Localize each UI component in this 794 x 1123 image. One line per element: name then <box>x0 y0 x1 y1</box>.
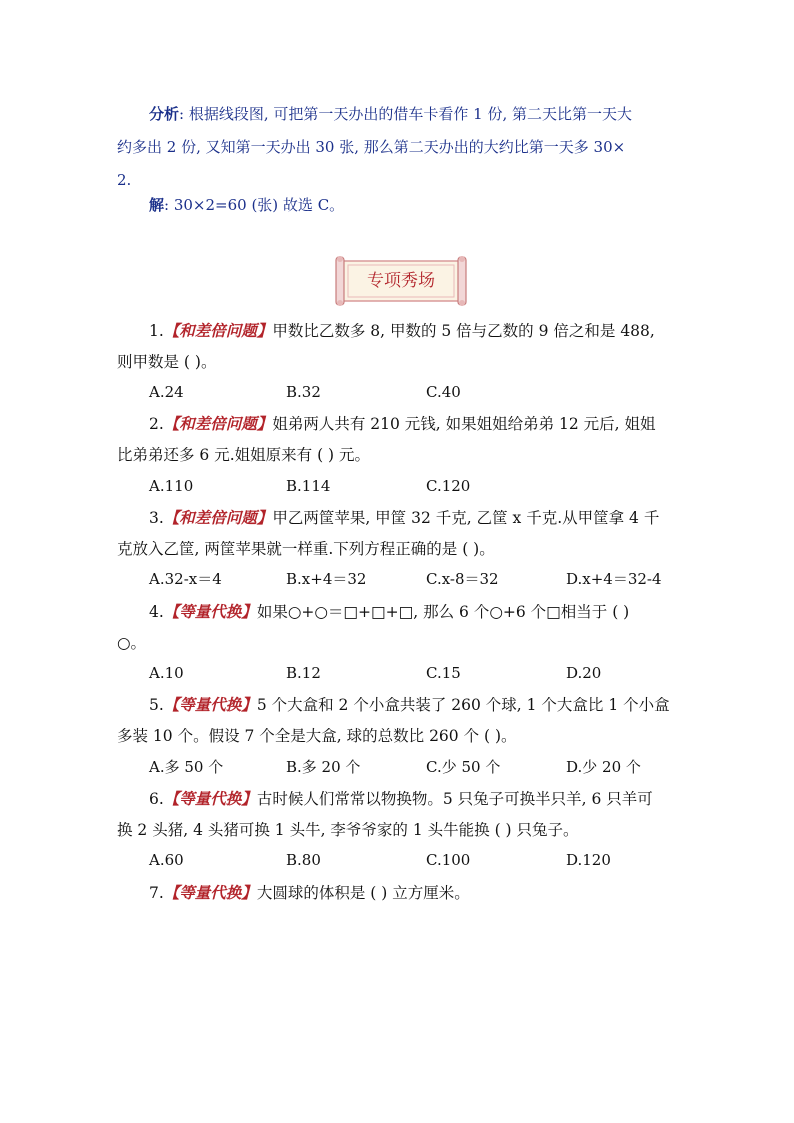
option[interactable]: C.少 50 个 <box>426 758 501 776</box>
option[interactable]: B.x+4＝32 <box>286 570 367 588</box>
option[interactable]: B.多 20 个 <box>286 758 361 776</box>
analysis-line-1: 分析: 根据线段图, 可把第一天办出的借车卡看作 1 份, 第二天比第一天大 <box>149 105 632 123</box>
option[interactable]: D.x+4＝32-4 <box>566 570 662 588</box>
option[interactable]: B.32 <box>286 383 321 401</box>
question-tag: 【等量代换】 <box>163 883 257 902</box>
question-tag: 【和差倍问题】 <box>163 321 273 340</box>
option[interactable]: C.x-8＝32 <box>426 570 499 588</box>
analysis-block <box>117 98 677 197</box>
option[interactable]: A.60 <box>149 851 184 869</box>
solution-line <box>149 191 344 219</box>
question-1: 1.【和差倍问题】甲数比乙数多 8, 甲数的 5 倍与乙数的 9 倍之和是 488, 则甲数是 ( )。 <box>117 321 655 371</box>
question-tag: 【等量代换】 <box>163 695 257 714</box>
option[interactable]: D.20 <box>566 664 602 682</box>
question-5: 5.【等量代换】5 个大盒和 2 个小盒共装了 260 个球, 1 个大盒比 1 个小盒 多装 10 个。假设 7 个全是大盒, 球的总数比 260 个 ( )。 <box>117 695 670 745</box>
solution-label: 解 <box>149 196 165 214</box>
option[interactable]: B.12 <box>286 664 321 682</box>
question-tag: 【等量代换】 <box>163 602 257 621</box>
option[interactable]: B.114 <box>286 477 331 495</box>
question-tag: 【和差倍问题】 <box>163 414 273 433</box>
option[interactable]: A.10 <box>149 664 184 682</box>
question-tag: 【等量代换】 <box>163 789 257 808</box>
analysis-label: 分析 <box>149 105 180 123</box>
option[interactable]: A.110 <box>149 477 194 495</box>
option[interactable]: C.40 <box>426 383 461 401</box>
analysis-line-3: 2. <box>117 171 132 189</box>
option[interactable]: C.120 <box>426 477 471 495</box>
section-banner <box>333 255 469 307</box>
question-4: 4.【等量代换】如果○+○＝□+□+□, 那么 6 个○+6 个□相当于 ( ) ○。 <box>117 602 630 652</box>
analysis-line-2: 约多出 2 份, 又知第一天办出 30 张, 那么第二天办出的大约比第一天多 30× <box>117 138 626 156</box>
option[interactable]: C.100 <box>426 851 471 869</box>
question-6: 6.【等量代换】古时候人们常常以物换物。5 只兔子可换半只羊, 6 只羊可 换 2 头猪, 4 头猪可换 1 头牛, 李爷爷家的 1 头牛能换 ( ) 只兔子。 <box>117 789 653 839</box>
option[interactable]: A.多 50 个 <box>149 758 224 776</box>
option[interactable]: B.80 <box>286 851 321 869</box>
question-tag: 【和差倍问题】 <box>163 508 273 527</box>
option[interactable]: A.32-x＝4 <box>149 570 222 588</box>
banner-title: 专项秀场 <box>367 271 435 291</box>
option[interactable]: D.少 20 个 <box>566 758 641 776</box>
question-2: 2.【和差倍问题】姐弟两人共有 210 元钱, 如果姐姐给弟弟 12 元后, 姐姐 比弟弟还多 6 元.姐姐原来有 ( ) 元。 <box>117 414 656 464</box>
solution-text: : 30×2=60 (张) 故选 C。 <box>164 196 345 214</box>
question-3: 3.【和差倍问题】甲乙两筐苹果, 甲筐 32 千克, 乙筐 x 千克.从甲筐拿 4 千 克放入乙筐, 两筐苹果就一样重.下列方程正确的是 ( )。 <box>117 508 660 558</box>
option[interactable]: A.24 <box>149 383 184 401</box>
option[interactable]: C.15 <box>426 664 461 682</box>
option[interactable]: D.120 <box>566 851 611 869</box>
question-7: 7.【等量代换】大圆球的体积是 ( ) 立方厘米。 <box>149 883 470 902</box>
